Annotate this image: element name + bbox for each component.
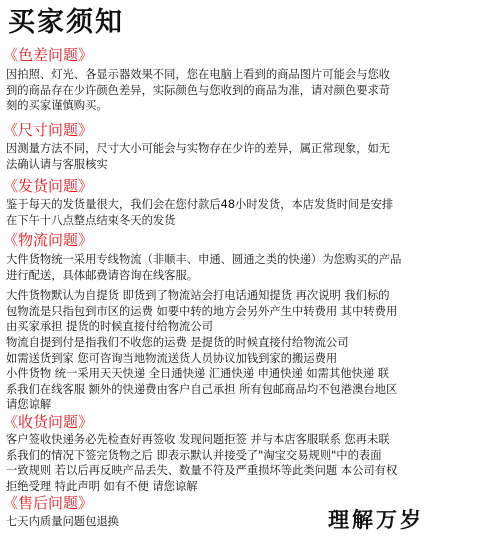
text-line: 在下午十八点整点结束冬天的发货 bbox=[6, 213, 176, 227]
text-line: 如需送货到家 您可咨询当地物流送货人员协议加钱到家的搬运费用 bbox=[6, 351, 338, 365]
text-line: 由买家承担 提货的时候直接付给物流公司 bbox=[6, 320, 213, 334]
text-line: 拒绝受理 特此声明 如有不便 请您谅解 bbox=[6, 479, 198, 493]
text-line: 因测量方法不同，尺寸大小可能会与实物存在少许的差异，属正常现象，如无 bbox=[6, 142, 391, 155]
paragraph-shipping bbox=[6, 197, 393, 228]
text-line: 法确认请与客服核实 bbox=[6, 157, 108, 171]
paragraph-size bbox=[6, 141, 390, 172]
text-line: 包物流是只指包到市区的运费 如要中转的地方会另外产生中转费用 其中转费用 bbox=[6, 304, 398, 318]
page-title: 买家须知 bbox=[8, 7, 124, 38]
text-line: 因拍照、灯光、各显示器效果不同，您在电脑上看到的商品图片可能会与您收 bbox=[6, 68, 391, 81]
heading-receiving: 《收货问题》 bbox=[3, 413, 94, 431]
paragraph-receiving bbox=[6, 432, 397, 494]
text-line: 七天内质量问题包退换 bbox=[6, 515, 119, 528]
text-line: 客户签收快递务必先检查好再签收 发现问题拒签 并与本店客服联系 您再未联 bbox=[6, 433, 390, 446]
text-line: 物流自提到付是指我们不收您的运费 是提货的时候直接付给物流公司 bbox=[6, 335, 349, 349]
text-line: 小件货物 统一采用天天快递 全日通快递 汇通快递 申通快递 如需其他快递 联 bbox=[6, 367, 390, 381]
paragraph-after-sales bbox=[6, 514, 119, 530]
text-line: 系我们在线客服 额外的快递费由客户自己承担 所有包邮商品均不包港澳台地区 bbox=[6, 382, 398, 396]
closing-slogan: 理解万岁 bbox=[328, 508, 424, 532]
text-line: 刻的买家谨慎购买。 bbox=[6, 99, 108, 113]
paragraph-logistics bbox=[6, 252, 401, 413]
text-line: 一致规则 若以后再反映产品丢失、数量不符及严重损坏等此类问题 本公司有权 bbox=[6, 464, 398, 478]
text-line: 鉴于每天的发货量很大，我们会在您付款后48小时发货，本店发货时间是安排 bbox=[6, 198, 394, 211]
heading-color-difference: 《色差问题》 bbox=[3, 46, 94, 64]
heading-after-sales: 《售后问题》 bbox=[3, 494, 94, 512]
heading-shipping: 《发货问题》 bbox=[3, 177, 94, 195]
heading-size: 《尺寸问题》 bbox=[3, 121, 94, 139]
heading-logistics: 《物流问题》 bbox=[3, 231, 94, 249]
text-line: 到的商品存在少许颜色差异，实际颜色与您收到的商品为准，请对颜色要求苛 bbox=[6, 83, 391, 97]
paragraph-color-difference bbox=[6, 67, 390, 114]
text-line: 请您谅解 bbox=[6, 398, 52, 412]
text-line: 大件货物统一采用专线物流（非顺丰、申通、圆通之类的快递）为您购买的产品 bbox=[6, 253, 402, 266]
text-line: 系我们的情况下签完货物之后 即表示默认并接受了"淘宝交易规则"中的表面 bbox=[6, 448, 382, 462]
text-line: 进行配送，具体邮费请咨询在线客服。 bbox=[6, 268, 199, 282]
text-line: 大件货物默认为自提货 即货到了物流站会打电话通知提货 再次说明 我们标的 bbox=[6, 289, 390, 303]
